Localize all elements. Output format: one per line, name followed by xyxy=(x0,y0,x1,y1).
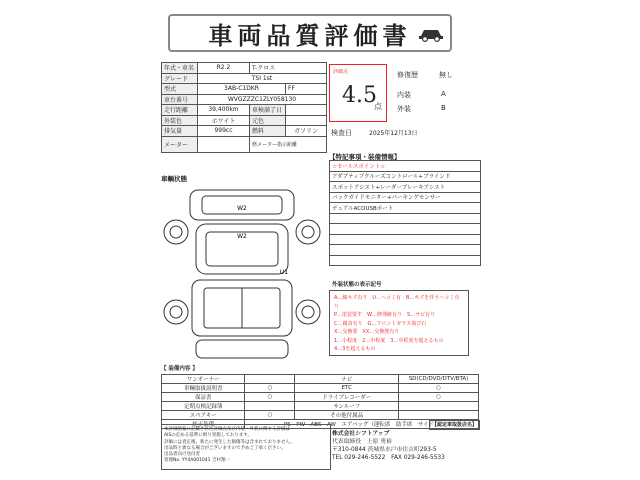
score-box xyxy=(329,64,387,122)
spec-drive: FF xyxy=(286,84,327,95)
features-heading: 【特記事項・装備情報】 xyxy=(329,153,401,161)
sales-point: ☆セールスポイント☆ xyxy=(330,161,481,172)
spec-key: グレード xyxy=(162,73,198,84)
spec-row xyxy=(162,136,327,152)
legend-heading: 外装状態の表示記号 xyxy=(332,282,382,288)
notes-box xyxy=(161,424,331,470)
spec-meter-note: 暦メーター指示距離 xyxy=(250,136,327,152)
spec-key: 走行距離 xyxy=(162,105,198,116)
dealer-tel: TEL 029-246-5522 FAX 029-246-5533 xyxy=(332,455,445,461)
feature-row xyxy=(330,234,481,245)
legend-line: A…線キズ有り U…ヘコミ有 B…キズを伴うヘコミ有り xyxy=(334,295,460,310)
damage-label-hood: W2 xyxy=(237,233,247,240)
equipment-name: 車輌取扱説明書 xyxy=(162,384,245,393)
spec-key: 車検満了日 xyxy=(250,105,286,116)
equipment-name: 定期点検記録簿 xyxy=(162,402,245,411)
repair-label: 修復歴 xyxy=(397,71,418,79)
equipment-name: ドライブレコーダー xyxy=(295,393,399,402)
standard-label: 純正装備 xyxy=(162,420,245,429)
score-unit: 点 xyxy=(374,102,382,111)
equipment-value xyxy=(399,402,479,411)
feature-item xyxy=(330,224,481,235)
equipment-value xyxy=(245,402,295,411)
legend-line: P…塗装要す W…修理跡有り S…サビ有り xyxy=(334,312,436,318)
spec-model: T-クロス xyxy=(250,63,327,74)
feature-row xyxy=(330,224,481,235)
spec-vin: WVGZZZC1ZLY058130 xyxy=(198,94,327,105)
car-damage-diagram xyxy=(162,184,322,362)
feature-item: バックガイドモニター+パーキングセンサー xyxy=(330,192,481,203)
spec-row xyxy=(162,126,327,137)
damage-label-side: U1 xyxy=(279,269,289,276)
interior-label: 内装 xyxy=(397,91,411,99)
spec-key: 年式・車名 xyxy=(162,63,198,74)
feature-item xyxy=(330,234,481,245)
equipment-value xyxy=(245,375,295,384)
spec-fuel: ガソリン xyxy=(286,126,327,137)
damage-label-roof: W2 xyxy=(237,205,247,212)
equipment-value xyxy=(399,411,479,420)
note-line: 評価には査定後、新たに発生した損傷等は含まれておりません。 xyxy=(164,439,295,445)
feature-row xyxy=(330,245,481,256)
spec-type: 3AB-C1DKR xyxy=(198,84,286,95)
spec-row xyxy=(162,94,327,105)
wheel-rear-left xyxy=(164,300,188,324)
legend-line: 1…小程度 2…中程度 3…中程度を超えるもの xyxy=(334,337,444,344)
legend-box xyxy=(329,290,469,356)
feature-item xyxy=(330,213,481,224)
spec-displacement: 999cc xyxy=(198,126,250,137)
damage-heading: 車輌状態 xyxy=(161,175,187,183)
feature-row xyxy=(330,171,481,182)
feature-item: スポットアシスト+レーダーブレーキアシスト xyxy=(330,182,481,193)
spec-key: 型式 xyxy=(162,84,198,95)
equipment-row xyxy=(162,411,479,420)
equipment-name: サンルーフ xyxy=(295,402,399,411)
legend-line: 4…3を超えるもの xyxy=(334,346,376,352)
score-value: 4.5 xyxy=(342,83,377,108)
spec-row xyxy=(162,84,327,95)
equipment-name: ナビ xyxy=(295,375,399,384)
score-panel xyxy=(329,64,479,150)
exterior-label: 外装 xyxy=(397,105,411,113)
equipment-value: SD(CD/DVD/DTV/BTA) xyxy=(399,375,479,384)
repair-value: 無し xyxy=(439,71,453,79)
equipment-row xyxy=(162,393,479,402)
rear-outline xyxy=(196,340,288,358)
note-line: 出品時と異なる場合がございますので予めご了承ください。 xyxy=(164,445,286,451)
spec-table xyxy=(161,62,327,153)
equipment-row xyxy=(162,384,479,393)
date-label: 検査日 xyxy=(331,129,352,137)
features-table xyxy=(329,160,481,266)
spec-color: ホワイト xyxy=(198,115,250,126)
spec-key: メーター xyxy=(162,136,198,152)
dealer-badge: 【認定車取扱店名】 xyxy=(429,420,480,430)
equipment-row xyxy=(162,402,479,411)
equipment-name: スペアキー xyxy=(162,411,245,420)
evaluation-sheet xyxy=(154,12,486,474)
equipment-name: ワンオーナー xyxy=(162,375,245,384)
feature-item xyxy=(330,245,481,256)
legend-line: X…交換要 XX…交換歴有り xyxy=(334,329,400,335)
standard-equipment: PS PW ABS AW エアバッグ（運転席 助手席 サイド） xyxy=(245,420,479,429)
feature-item: アダプティブクルーズコントロール+ブラインド xyxy=(330,171,481,182)
equipment-value: ○ xyxy=(245,411,295,420)
feature-row xyxy=(330,182,481,193)
note-line: 管理No. YY4A001041 吉村翔一 xyxy=(164,458,230,464)
page-title: 車両品質評価書 xyxy=(208,21,412,50)
equipment-heading: 【 装備内容 】 xyxy=(161,366,198,372)
spec-key: 元色 xyxy=(250,115,286,126)
spec-key: 車台番号 xyxy=(162,94,198,105)
equipment-value: ○ xyxy=(399,384,479,393)
equipment-value: ○ xyxy=(399,393,479,402)
equipment-value: ○ xyxy=(245,384,295,393)
spec-color2 xyxy=(286,115,327,126)
spec-grade: TSI 1st xyxy=(198,73,327,84)
spec-inspection xyxy=(286,105,327,116)
equipment-name: その他付属品 xyxy=(295,411,399,420)
spec-key: 外装色 xyxy=(162,115,198,126)
spec-row xyxy=(162,105,327,116)
dealer-address: 〒310-0844 茨城県水戸市住吉町293-5 xyxy=(332,447,437,453)
car-icon xyxy=(418,26,444,42)
equipment-value: ○ xyxy=(245,393,295,402)
feature-item: デュアルACOUSBポート xyxy=(330,203,481,214)
spec-row xyxy=(162,73,327,84)
feature-row xyxy=(330,203,481,214)
equipment-name: 保証書 xyxy=(162,393,245,402)
feature-row xyxy=(330,213,481,224)
equipment-row xyxy=(162,375,479,384)
wheel-rear-right xyxy=(296,300,320,324)
spec-row xyxy=(162,115,327,126)
dealer-company: 株式会社シフトアップ xyxy=(332,431,390,437)
interior-value: A xyxy=(441,90,446,98)
spec-key: 排気量 xyxy=(162,126,198,137)
exterior-value: B xyxy=(441,104,446,112)
date-value: 2025年12月13日 xyxy=(369,130,418,137)
legend-line: C…腐食有り G…フロントガラス飛び石 xyxy=(334,320,427,327)
spec-key: 燃料 xyxy=(250,126,286,137)
score-label: 評価点 xyxy=(333,69,349,75)
note-line: AISの定める基準に則り実施しております。 xyxy=(164,433,252,439)
note-line: 本評価情報に記載された評価点及び内装・外装に関する評価は xyxy=(164,427,290,432)
spec-mileage: 39,400km xyxy=(198,105,250,116)
feature-row xyxy=(330,192,481,203)
spec-year: R2.2 xyxy=(198,63,250,74)
title-box xyxy=(168,14,452,52)
equipment-name: ETC xyxy=(295,384,399,393)
wheel-front-right xyxy=(296,220,320,244)
dealer-rep: 代表取締役 上原 勇裕 xyxy=(332,439,392,445)
spec-row xyxy=(162,63,327,74)
wheel-front-left xyxy=(164,220,188,244)
note-line: 出品者向け送付者 xyxy=(164,452,200,458)
feature-row xyxy=(330,161,481,172)
feature-row xyxy=(330,255,481,266)
feature-item xyxy=(330,255,481,266)
